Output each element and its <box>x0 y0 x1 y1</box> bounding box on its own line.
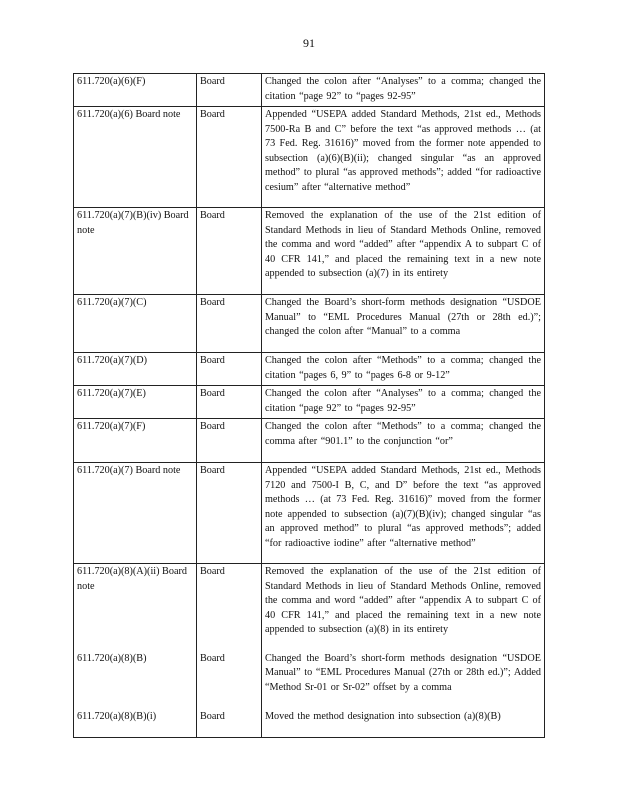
source-cell: Board <box>197 353 262 386</box>
description-cell: Changed the Board’s short-form methods designation “USDOE Manual” to “EML Procedures Manual (27th or 28th ed.)”; Added “Method Sr-01 or Sr-02” offset by a comma <box>262 651 545 709</box>
description-cell: Appended “USEPA added Standard Methods, 21st ed., Methods 7500-Ra B and C” before the text “as approved methods … (at 73 Fed. Reg. 31616)” moved from the former note appended to subsection (a)(6)(B)(ii); changed singular “as an approved method” to plural “as approved methods”; added “for radioactive cesium” after “alternative method” <box>262 107 545 208</box>
section-cell: 611.720(a)(6)(F) <box>74 74 197 107</box>
description-cell: Changed the colon after “Analyses” to a comma; changed the citation “page 92” to “pages 92-95” <box>262 74 545 107</box>
section-cell: 611.720(a)(8)(A)(ii) Board note <box>74 564 197 651</box>
section-cell: 611.720(a)(7)(C) <box>74 295 197 353</box>
description-cell: Changed the colon after “Methods” to a comma; changed the citation “pages 6, 9” to “pages 6-8 or 9-12” <box>262 353 545 386</box>
page-number: 91 <box>303 36 315 50</box>
description-cell: Removed the explanation of the use of the 21st edition of Standard Methods in lieu of Standard Methods Online, removed the comma and word “added” after “appendix A to subpart C of 40 CFR 141,” and placed the remaining text in a new note appended to subsection (a)(8) in its entirety <box>262 564 545 651</box>
changes-table <box>73 73 545 738</box>
section-cell: 611.720(a)(7)(F) <box>74 419 197 463</box>
description-cell: Removed the explanation of the use of the 21st edition of Standard Methods in lieu of Standard Methods Online, removed the comma and word “added” after “appendix A to subpart C of 40 CFR 141,” and placed the remaining text in a new note appended to subsection (a)(7) in its entirety <box>262 208 545 295</box>
table-row <box>74 295 545 353</box>
section-cell: 611.720(a)(7) Board note <box>74 463 197 564</box>
table-row <box>74 353 545 386</box>
table-row <box>74 709 545 738</box>
section-cell: 611.720(a)(6) Board note <box>74 107 197 208</box>
table-row <box>74 107 545 208</box>
section-cell: 611.720(a)(8)(B)(i) <box>74 709 197 738</box>
source-cell: Board <box>197 709 262 738</box>
table-row <box>74 74 545 107</box>
description-cell: Changed the Board’s short-form methods designation “USDOE Manual” to “EML Procedures Manual (27th or 28th ed.)”; changed the colon after “Manual” to a comma <box>262 295 545 353</box>
source-cell: Board <box>197 386 262 419</box>
description-cell: Changed the colon after “Methods” to a comma; changed the comma after “901.1” to the conjunction “or” <box>262 419 545 463</box>
section-cell: 611.720(a)(7)(B)(iv) Board note <box>74 208 197 295</box>
description-cell: Changed the colon after “Analyses” to a comma; changed the citation “page 92” to “pages 92-95” <box>262 386 545 419</box>
section-cell: 611.720(a)(8)(B) <box>74 651 197 709</box>
description-cell: Moved the method designation into subsection (a)(8)(B) <box>262 709 545 738</box>
description-cell: Appended “USEPA added Standard Methods, 21st ed., Methods 7120 and 7500-I B, C, and D” before the text “as approved methods … (at 73 Fed. Reg. 31616)” moved from the former note appended to subsection (a)(7)(B)(iv); changed singular “as an approved method” to plural “as approved methods”; added “for radioactive iodine” after “alternative method” <box>262 463 545 564</box>
source-cell: Board <box>197 107 262 208</box>
section-cell: 611.720(a)(7)(D) <box>74 353 197 386</box>
source-cell: Board <box>197 295 262 353</box>
source-cell: Board <box>197 208 262 295</box>
table-row <box>74 564 545 651</box>
table-row <box>74 208 545 295</box>
source-cell: Board <box>197 463 262 564</box>
source-cell: Board <box>197 651 262 709</box>
source-cell: Board <box>197 564 262 651</box>
table-row <box>74 463 545 564</box>
table-row <box>74 419 545 463</box>
source-cell: Board <box>197 74 262 107</box>
table-row <box>74 386 545 419</box>
table-row <box>74 651 545 709</box>
section-cell: 611.720(a)(7)(E) <box>74 386 197 419</box>
source-cell: Board <box>197 419 262 463</box>
